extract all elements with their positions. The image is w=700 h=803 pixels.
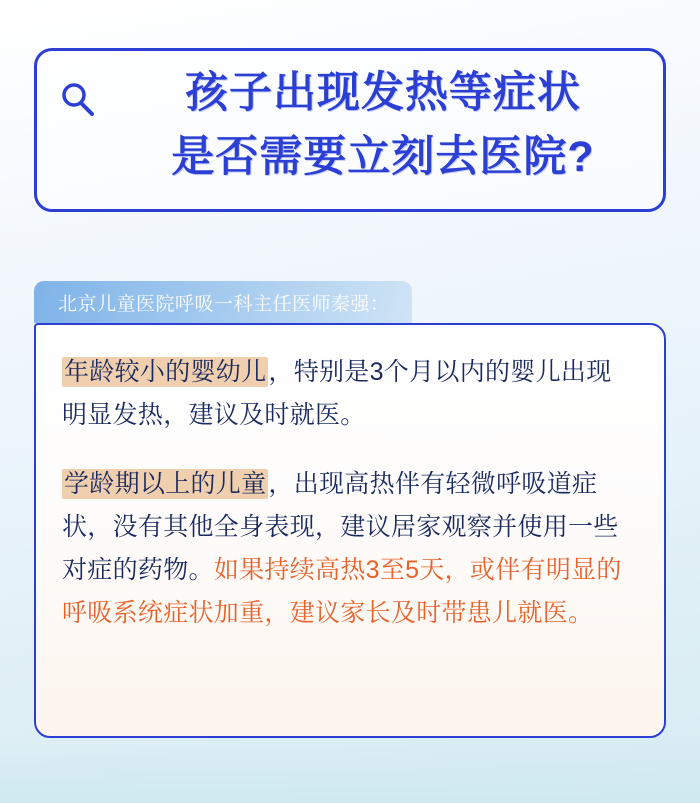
search-icon	[57, 79, 99, 121]
title-line-1: 孩子出现发热等症状	[185, 69, 581, 117]
body-card	[34, 323, 666, 738]
paragraph-1-rest: ，特别是3个月以内的婴儿出现明显发热，建议及时就医。	[62, 358, 612, 429]
source-tag	[34, 281, 412, 323]
title-card	[34, 48, 666, 212]
paragraph-1-highlight: 年龄较小的婴幼儿	[64, 358, 267, 386]
paragraph-2	[62, 463, 636, 635]
source-tag-label: 北京儿童医院呼吸一科主任医师秦强：	[58, 293, 390, 315]
title-line-2: 是否需要立刻去医院?	[171, 133, 595, 181]
paragraph-1	[62, 351, 636, 437]
paragraph-2-warning: 如果持续高热3至5天，或伴有明显的呼吸系统症状加重，建议家长及时带患儿就医。	[62, 556, 622, 627]
page-title	[109, 61, 657, 189]
bottom-gradient	[0, 737, 700, 803]
paragraph-2-rest: ，出现高热伴有轻微呼吸道症状，没有其他全身表现，建议居家观察并使用一些对症的药物。	[62, 470, 619, 584]
paragraph-2-highlight: 学龄期以上的儿童	[64, 470, 267, 498]
